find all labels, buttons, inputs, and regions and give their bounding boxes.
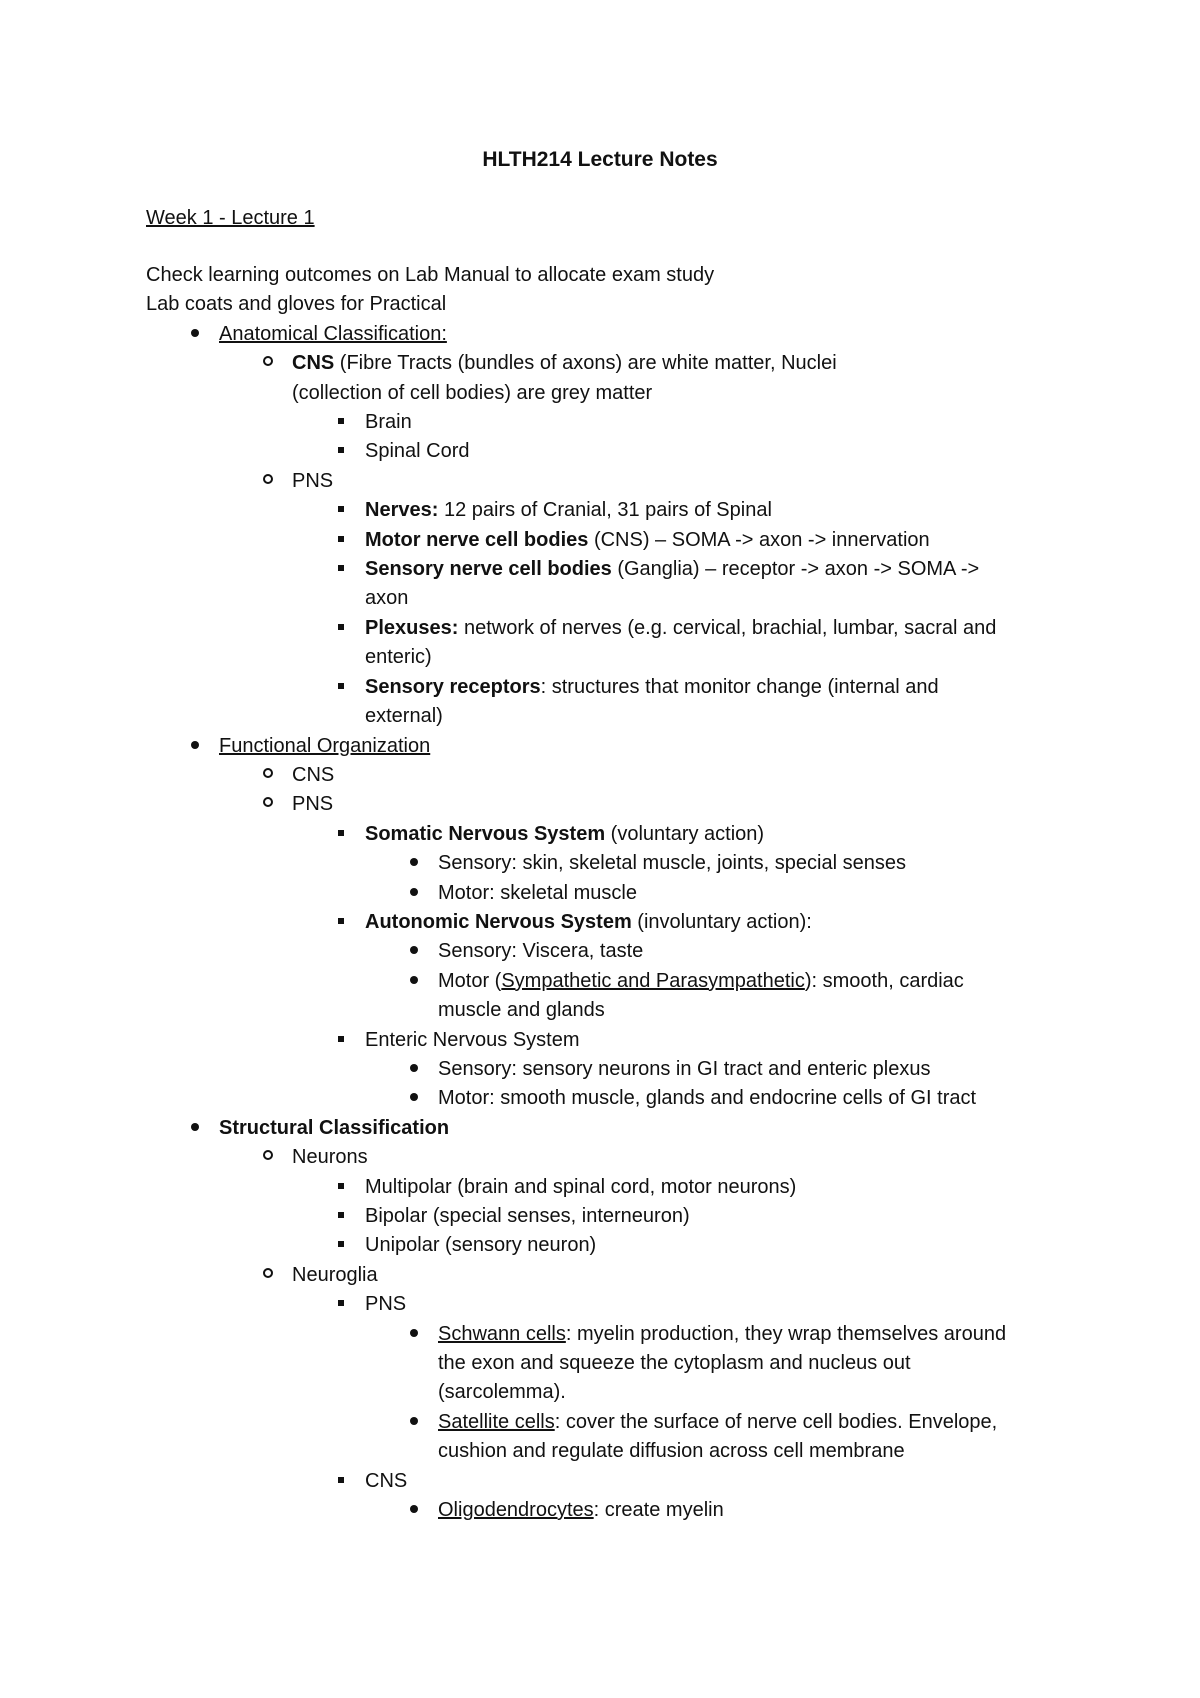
list-item-text: Multipolar (brain and spinal cord, motor neurons): [365, 1175, 797, 1198]
cns-label: CNS: [292, 352, 335, 375]
list-item-text: Sensory: Viscera, taste: [438, 940, 644, 963]
list-item: [146, 1173, 1076, 1202]
list-item-text: Sensory: sensory neurons in GI tract and enteric plexus: [438, 1057, 931, 1080]
bullet-dot-icon: [407, 937, 421, 966]
bullet-dot-icon: [188, 320, 202, 349]
bullet-circle-icon: [261, 467, 275, 496]
term-underlined: Oligodendrocytes: [438, 1499, 594, 1522]
bullet-square-icon: [334, 673, 348, 702]
bullet-square-icon: [334, 408, 348, 437]
document-title: HLTH214 Lecture Notes: [482, 148, 718, 171]
bullet-square-icon: [334, 1231, 348, 1260]
term-text: (voluntary action): [605, 822, 765, 845]
term-bold: Plexuses:: [365, 616, 459, 639]
list-item: [146, 1084, 1076, 1113]
list-item-text: Neuroglia: [292, 1263, 378, 1286]
term-bold: Motor nerve cell bodies: [365, 528, 589, 551]
list-item-text: Spinal Cord: [365, 440, 470, 463]
list-item: [146, 879, 1076, 908]
list-item: [146, 408, 1076, 437]
term-bold: Nerves:: [365, 499, 439, 522]
list-item: [146, 614, 1076, 673]
bullet-dot-icon: [407, 1408, 421, 1437]
list-item-text: Motor: smooth muscle, glands and endocrine cells of GI tract: [438, 1087, 977, 1110]
bullet-circle-icon: [261, 1261, 275, 1290]
list-item: [146, 1202, 1076, 1231]
list-item-text: CNS: [365, 1469, 408, 1492]
list-item: [146, 496, 1076, 525]
pns-label: PNS: [292, 469, 334, 492]
term-text: : cover the surface of nerve cell bodies. Envelope, cushion and regulate diffusion across cell membrane: [438, 1410, 998, 1463]
week-heading: Week 1 - Lecture 1: [146, 207, 315, 229]
list-item-text: Motor: skeletal muscle: [438, 881, 637, 904]
list-item: [146, 673, 1076, 732]
bullet-square-icon: [334, 1467, 348, 1496]
list-item: [146, 1055, 1076, 1084]
bullet-circle-icon: [261, 790, 275, 819]
list-item: [146, 1467, 1076, 1496]
bullet-dot-icon: [407, 1055, 421, 1084]
list-item: [146, 820, 1076, 849]
list-item: [146, 908, 1076, 937]
term-text: 12 pairs of Cranial, 31 pairs of Spinal: [438, 499, 772, 522]
list-item: [146, 1143, 1076, 1172]
bullet-square-icon: [334, 614, 348, 643]
bullet-square-icon: [334, 496, 348, 525]
cns-description: (Fibre Tracts (bundles of axons) are white matter, Nuclei (collection of cell bodies) are grey matter: [292, 352, 837, 404]
intro-line: Lab coats and gloves for Practical: [146, 293, 447, 316]
list-item: [146, 1290, 1076, 1319]
section-heading-structural: Structural Classification: [219, 1116, 450, 1139]
list-item-text: Brain: [365, 411, 412, 434]
bullet-dot-icon: [407, 1320, 421, 1349]
list-item: [146, 320, 1076, 349]
intro-line: Check learning outcomes on Lab Manual to allocate exam study: [146, 264, 715, 286]
bullet-circle-icon: [261, 761, 275, 790]
list-item: [146, 1320, 1076, 1408]
term-text: : structures that monitor change (internal and external): [365, 675, 939, 728]
list-item-text: Sensory: skin, skeletal muscle, joints, special senses: [438, 852, 906, 875]
bullet-square-icon: [334, 526, 348, 555]
list-item: [146, 967, 1076, 1026]
bullet-dot-icon: [188, 1114, 202, 1143]
list-item-text: CNS: [292, 763, 335, 786]
bullet-square-icon: [334, 820, 348, 849]
list-item: [146, 1026, 1076, 1055]
list-item: [146, 790, 1076, 819]
list-item: [146, 555, 1076, 614]
term-underlined: Satellite cells: [438, 1410, 555, 1433]
section-heading-functional: Functional Organization: [219, 734, 431, 757]
list-item-text: PNS: [292, 793, 334, 816]
list-item-text: PNS: [365, 1293, 407, 1316]
term-text: : create myelin: [593, 1499, 724, 1522]
bullet-square-icon: [334, 437, 348, 466]
term-text: (CNS) – SOMA -> axon -> innervation: [588, 528, 930, 551]
term-text: (Ganglia) – receptor -> axon -> SOMA -> axon: [365, 558, 980, 610]
bullet-square-icon: [334, 1290, 348, 1319]
list-item: [146, 1408, 1076, 1467]
bullet-square-icon: [334, 1026, 348, 1055]
bullet-square-icon: [334, 1202, 348, 1231]
bullet-square-icon: [334, 1173, 348, 1202]
term-bold: Sensory receptors: [365, 675, 541, 698]
list-item: [146, 526, 1076, 555]
bullet-dot-icon: [407, 1496, 421, 1525]
bullet-dot-icon: [407, 967, 421, 996]
list-item: [146, 349, 1076, 408]
bullet-circle-icon: [261, 349, 275, 378]
list-item-text: Neurons: [292, 1146, 368, 1169]
term-underlined: Sympathetic and Parasympathetic: [501, 969, 805, 992]
section-heading-anatomical: Anatomical Classification:: [219, 322, 447, 345]
bullet-dot-icon: [188, 732, 202, 761]
bullet-circle-icon: [261, 1143, 275, 1172]
term-text: network of nerves (e.g. cervical, brachial, lumbar, sacral and enteric): [365, 616, 997, 669]
list-item: [146, 849, 1076, 878]
term-bold: Sensory nerve cell bodies: [365, 558, 612, 581]
list-item: [146, 761, 1076, 790]
list-item-text: Enteric Nervous System: [365, 1028, 580, 1051]
bullet-square-icon: [334, 908, 348, 937]
bullet-dot-icon: [407, 879, 421, 908]
term-text: Motor (: [438, 969, 502, 992]
term-bold: Autonomic Nervous System: [365, 910, 632, 933]
term-bold: Somatic Nervous System: [365, 822, 606, 845]
bullet-dot-icon: [407, 1084, 421, 1113]
term-text: : myelin production, they wrap themselves around the exon and squeeze the cytoplasm and nucleus out (sarcolemma).: [438, 1322, 1007, 1404]
bullet-square-icon: [334, 555, 348, 584]
list-item: [146, 937, 1076, 966]
term-underlined: Schwann cells: [438, 1322, 566, 1345]
bullet-dot-icon: [407, 849, 421, 878]
list-item: [146, 1496, 1076, 1525]
list-item: [146, 1231, 1076, 1260]
list-item: [146, 1114, 1076, 1143]
list-item: [146, 732, 1076, 761]
term-text: (involuntary action):: [631, 910, 812, 933]
list-item: [146, 437, 1076, 466]
list-item: [146, 467, 1076, 496]
notes-body: [146, 261, 1076, 1525]
list-item-text: Unipolar (sensory neuron): [365, 1234, 597, 1257]
list-item-text: Bipolar (special senses, interneuron): [365, 1205, 690, 1227]
term-text: ): smooth, cardiac muscle and glands: [438, 969, 964, 1022]
list-item: [146, 1261, 1076, 1290]
